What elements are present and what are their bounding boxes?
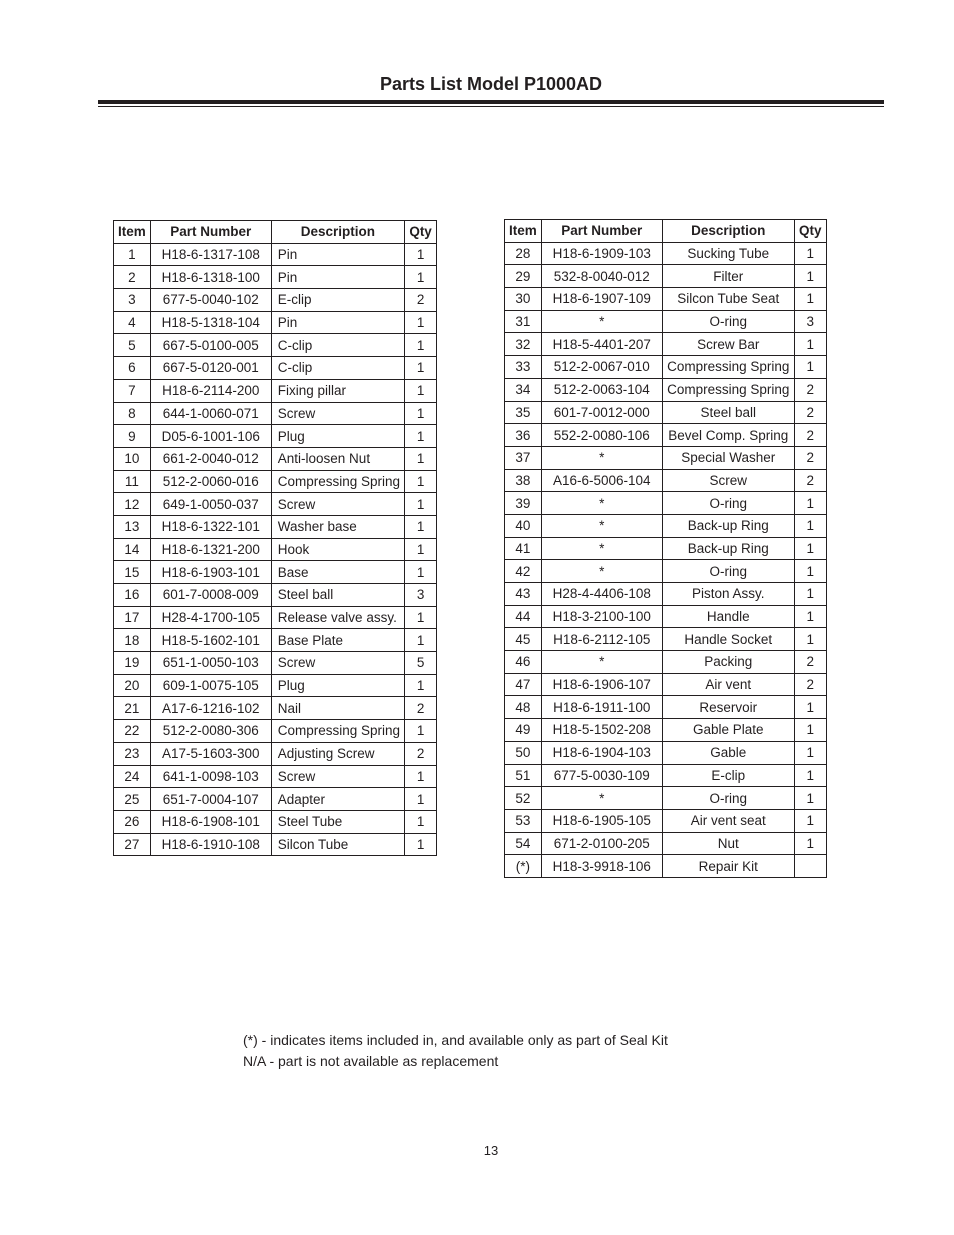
cell-description: Adapter bbox=[271, 788, 404, 811]
table-row bbox=[505, 560, 827, 583]
cell-item: 35 bbox=[505, 401, 542, 424]
cell-qty: 2 bbox=[794, 378, 826, 401]
cell-part-number: 667-5-0120-001 bbox=[150, 357, 271, 380]
cell-qty: 1 bbox=[405, 810, 437, 833]
cell-item: 32 bbox=[505, 333, 542, 356]
cell-qty: 1 bbox=[405, 674, 437, 697]
cell-description: Back-up Ring bbox=[662, 514, 794, 537]
table-row bbox=[505, 265, 827, 288]
cell-qty: 2 bbox=[405, 289, 437, 312]
col-header-description: Description bbox=[662, 220, 794, 243]
cell-qty: 5 bbox=[405, 652, 437, 675]
table-row bbox=[505, 333, 827, 356]
cell-part-number: 532-8-0040-012 bbox=[541, 265, 662, 288]
table-row bbox=[114, 515, 437, 538]
table-row bbox=[114, 334, 437, 357]
table-row bbox=[114, 606, 437, 629]
cell-item: 17 bbox=[114, 606, 151, 629]
cell-part-number: * bbox=[541, 651, 662, 674]
cell-description: Pin bbox=[271, 266, 404, 289]
cell-qty: 1 bbox=[405, 606, 437, 629]
cell-part-number: H18-6-1906-107 bbox=[541, 673, 662, 696]
table-row bbox=[114, 652, 437, 675]
table-row bbox=[114, 720, 437, 743]
cell-item: 28 bbox=[505, 242, 542, 265]
cell-item: 18 bbox=[114, 629, 151, 652]
parts-table-left-body bbox=[114, 243, 437, 856]
table-row bbox=[505, 605, 827, 628]
table-row bbox=[505, 514, 827, 537]
table-row bbox=[505, 469, 827, 492]
cell-item: 4 bbox=[114, 311, 151, 334]
cell-item: 31 bbox=[505, 310, 542, 333]
cell-part-number: 661-2-0040-012 bbox=[150, 447, 271, 470]
cell-part-number: D05-6-1001-106 bbox=[150, 425, 271, 448]
cell-description: Pin bbox=[271, 243, 404, 266]
table-row bbox=[114, 697, 437, 720]
cell-qty: 1 bbox=[405, 357, 437, 380]
cell-description: Base Plate bbox=[271, 629, 404, 652]
cell-part-number: 651-7-0004-107 bbox=[150, 788, 271, 811]
cell-description: Anti-loosen Nut bbox=[271, 447, 404, 470]
cell-qty: 1 bbox=[794, 242, 826, 265]
cell-part-number: H18-3-9918-106 bbox=[541, 855, 662, 878]
cell-qty: 1 bbox=[794, 628, 826, 651]
cell-qty: 1 bbox=[405, 833, 437, 856]
table-row bbox=[114, 357, 437, 380]
cell-part-number: 667-5-0100-005 bbox=[150, 334, 271, 357]
table-row bbox=[505, 787, 827, 810]
cell-qty: 1 bbox=[405, 266, 437, 289]
cell-description: Gable Plate bbox=[662, 719, 794, 742]
cell-qty: 1 bbox=[794, 583, 826, 606]
cell-qty: 2 bbox=[794, 424, 826, 447]
title-rule-thin bbox=[98, 106, 884, 107]
cell-description: Air vent bbox=[662, 673, 794, 696]
table-row bbox=[505, 673, 827, 696]
cell-item: 34 bbox=[505, 378, 542, 401]
cell-qty: 2 bbox=[794, 651, 826, 674]
table-header-row bbox=[505, 220, 827, 243]
cell-part-number: H18-5-1602-101 bbox=[150, 629, 271, 652]
cell-description: Pin bbox=[271, 311, 404, 334]
cell-description: Sucking Tube bbox=[662, 242, 794, 265]
table-row bbox=[505, 809, 827, 832]
table-row bbox=[505, 492, 827, 515]
cell-description: Packing bbox=[662, 651, 794, 674]
cell-item: 40 bbox=[505, 514, 542, 537]
cell-item: 33 bbox=[505, 356, 542, 379]
cell-qty: 1 bbox=[405, 425, 437, 448]
cell-item: 20 bbox=[114, 674, 151, 697]
cell-qty: 1 bbox=[405, 447, 437, 470]
cell-qty bbox=[794, 855, 826, 878]
cell-description: Filter bbox=[662, 265, 794, 288]
cell-description: Repair Kit bbox=[662, 855, 794, 878]
cell-part-number: H18-6-1904-103 bbox=[541, 741, 662, 764]
table-row bbox=[114, 561, 437, 584]
cell-qty: 1 bbox=[794, 288, 826, 311]
cell-item: 39 bbox=[505, 492, 542, 515]
cell-part-number: H18-6-2114-200 bbox=[150, 379, 271, 402]
cell-description: Silcon Tube bbox=[271, 833, 404, 856]
parts-table-left bbox=[113, 220, 437, 856]
cell-item: 10 bbox=[114, 447, 151, 470]
cell-item: 13 bbox=[114, 515, 151, 538]
table-row bbox=[114, 402, 437, 425]
footnotes bbox=[243, 1030, 668, 1072]
cell-description: Reservoir bbox=[662, 696, 794, 719]
cell-item: 45 bbox=[505, 628, 542, 651]
cell-part-number: H18-6-2112-105 bbox=[541, 628, 662, 651]
cell-item: 37 bbox=[505, 446, 542, 469]
cell-description: Handle bbox=[662, 605, 794, 628]
cell-item: 49 bbox=[505, 719, 542, 742]
cell-qty: 3 bbox=[405, 584, 437, 607]
table-row bbox=[505, 401, 827, 424]
page-title: Parts List Model P1000AD bbox=[379, 74, 603, 94]
cell-description: Fixing pillar bbox=[271, 379, 404, 402]
cell-part-number: * bbox=[541, 514, 662, 537]
cell-part-number: 651-1-0050-103 bbox=[150, 652, 271, 675]
col-header-item: Item bbox=[114, 221, 151, 244]
cell-qty: 1 bbox=[794, 764, 826, 787]
cell-part-number: H18-5-4401-207 bbox=[541, 333, 662, 356]
cell-qty: 1 bbox=[794, 492, 826, 515]
cell-qty: 1 bbox=[405, 515, 437, 538]
table-row bbox=[505, 696, 827, 719]
cell-part-number: * bbox=[541, 310, 662, 333]
cell-part-number: H18-6-1317-108 bbox=[150, 243, 271, 266]
cell-qty: 2 bbox=[405, 742, 437, 765]
cell-description: Compressing Spring bbox=[662, 378, 794, 401]
table-row bbox=[505, 242, 827, 265]
cell-description: Plug bbox=[271, 674, 404, 697]
cell-qty: 1 bbox=[794, 356, 826, 379]
cell-part-number: H18-6-1903-101 bbox=[150, 561, 271, 584]
cell-part-number: 677-5-0040-102 bbox=[150, 289, 271, 312]
cell-part-number: H18-6-1911-100 bbox=[541, 696, 662, 719]
col-header-description: Description bbox=[271, 221, 404, 244]
cell-description: Compressing Spring bbox=[271, 470, 404, 493]
cell-item: 24 bbox=[114, 765, 151, 788]
cell-qty: 1 bbox=[405, 788, 437, 811]
cell-qty: 3 bbox=[794, 310, 826, 333]
table-row bbox=[505, 537, 827, 560]
table-row bbox=[114, 493, 437, 516]
cell-part-number: H18-5-1318-104 bbox=[150, 311, 271, 334]
cell-item: 25 bbox=[114, 788, 151, 811]
table-row bbox=[114, 584, 437, 607]
table-row bbox=[505, 832, 827, 855]
table-row bbox=[114, 447, 437, 470]
footnote-seal-kit: (*) - indicates items included in, and available only as part of Seal Kit bbox=[243, 1032, 668, 1048]
table-row bbox=[114, 425, 437, 448]
cell-qty: 1 bbox=[405, 334, 437, 357]
cell-description: Screw bbox=[271, 402, 404, 425]
cell-item: 27 bbox=[114, 833, 151, 856]
cell-part-number: * bbox=[541, 446, 662, 469]
table-row bbox=[114, 674, 437, 697]
cell-description: Screw bbox=[662, 469, 794, 492]
table-row bbox=[114, 833, 437, 856]
cell-description: Screw bbox=[271, 765, 404, 788]
cell-description: O-ring bbox=[662, 492, 794, 515]
cell-part-number: H18-6-1907-109 bbox=[541, 288, 662, 311]
table-row bbox=[114, 629, 437, 652]
cell-qty: 1 bbox=[794, 537, 826, 560]
cell-description: Steel ball bbox=[271, 584, 404, 607]
cell-description: Steel Tube bbox=[271, 810, 404, 833]
cell-item: 14 bbox=[114, 538, 151, 561]
cell-qty: 1 bbox=[405, 379, 437, 402]
cell-item: 46 bbox=[505, 651, 542, 674]
cell-qty: 2 bbox=[794, 469, 826, 492]
cell-part-number: 601-7-0012-000 bbox=[541, 401, 662, 424]
cell-qty: 1 bbox=[405, 765, 437, 788]
table-row bbox=[114, 538, 437, 561]
cell-part-number: * bbox=[541, 560, 662, 583]
cell-item: 29 bbox=[505, 265, 542, 288]
footnote-na: N/A - part is not available as replacement bbox=[243, 1053, 499, 1069]
cell-part-number: 601-7-0008-009 bbox=[150, 584, 271, 607]
table-row bbox=[505, 378, 827, 401]
cell-part-number: * bbox=[541, 787, 662, 810]
cell-item: 6 bbox=[114, 357, 151, 380]
cell-qty: 1 bbox=[794, 741, 826, 764]
cell-description: Screw bbox=[271, 493, 404, 516]
cell-description: Nut bbox=[662, 832, 794, 855]
cell-item: 19 bbox=[114, 652, 151, 675]
cell-part-number: 512-2-0060-016 bbox=[150, 470, 271, 493]
cell-part-number: 649-1-0050-037 bbox=[150, 493, 271, 516]
cell-qty: 1 bbox=[405, 470, 437, 493]
cell-item: 30 bbox=[505, 288, 542, 311]
cell-part-number: 609-1-0075-105 bbox=[150, 674, 271, 697]
cell-item: 44 bbox=[505, 605, 542, 628]
table-row bbox=[114, 765, 437, 788]
cell-description: Compressing Spring bbox=[271, 720, 404, 743]
parts-table-right bbox=[504, 219, 827, 878]
cell-item: 50 bbox=[505, 741, 542, 764]
table-row bbox=[114, 266, 437, 289]
page-number: 13 bbox=[483, 1143, 499, 1158]
cell-item: 9 bbox=[114, 425, 151, 448]
cell-part-number: 512-2-0063-104 bbox=[541, 378, 662, 401]
cell-part-number: 641-1-0098-103 bbox=[150, 765, 271, 788]
col-header-qty: Qty bbox=[794, 220, 826, 243]
table-row bbox=[505, 741, 827, 764]
cell-item: 12 bbox=[114, 493, 151, 516]
cell-item: 47 bbox=[505, 673, 542, 696]
cell-part-number: H18-5-1502-208 bbox=[541, 719, 662, 742]
table-row bbox=[114, 379, 437, 402]
cell-description: Piston Assy. bbox=[662, 583, 794, 606]
cell-part-number: H18-6-1322-101 bbox=[150, 515, 271, 538]
cell-item: 54 bbox=[505, 832, 542, 855]
title-rule-thick bbox=[98, 100, 884, 104]
table-row bbox=[505, 446, 827, 469]
cell-qty: 2 bbox=[794, 401, 826, 424]
cell-description: Handle Socket bbox=[662, 628, 794, 651]
cell-item: 15 bbox=[114, 561, 151, 584]
cell-item: 26 bbox=[114, 810, 151, 833]
cell-item: 23 bbox=[114, 742, 151, 765]
cell-part-number: * bbox=[541, 537, 662, 560]
cell-item: 5 bbox=[114, 334, 151, 357]
cell-part-number: H18-6-1905-105 bbox=[541, 809, 662, 832]
cell-qty: 1 bbox=[794, 719, 826, 742]
cell-item: 43 bbox=[505, 583, 542, 606]
table-row bbox=[505, 651, 827, 674]
cell-description: Adjusting Screw bbox=[271, 742, 404, 765]
cell-description: Base bbox=[271, 561, 404, 584]
table-row bbox=[505, 583, 827, 606]
cell-item: 48 bbox=[505, 696, 542, 719]
cell-qty: 1 bbox=[794, 514, 826, 537]
table-row bbox=[505, 356, 827, 379]
cell-description: Release valve assy. bbox=[271, 606, 404, 629]
cell-part-number: H18-6-1910-108 bbox=[150, 833, 271, 856]
cell-qty: 1 bbox=[794, 809, 826, 832]
cell-description: Washer base bbox=[271, 515, 404, 538]
table-row bbox=[114, 788, 437, 811]
cell-item: 2 bbox=[114, 266, 151, 289]
cell-description: Nail bbox=[271, 697, 404, 720]
cell-qty: 1 bbox=[794, 605, 826, 628]
cell-qty: 1 bbox=[405, 538, 437, 561]
cell-description: Compressing Spring bbox=[662, 356, 794, 379]
table-row bbox=[114, 289, 437, 312]
cell-description: Silcon Tube Seat bbox=[662, 288, 794, 311]
cell-qty: 2 bbox=[794, 446, 826, 469]
table-row bbox=[114, 243, 437, 266]
cell-qty: 1 bbox=[405, 493, 437, 516]
table-row bbox=[114, 742, 437, 765]
table-row bbox=[505, 310, 827, 333]
cell-item: 3 bbox=[114, 289, 151, 312]
cell-description: O-ring bbox=[662, 560, 794, 583]
cell-item: 42 bbox=[505, 560, 542, 583]
cell-description: O-ring bbox=[662, 310, 794, 333]
cell-part-number: 677-5-0030-109 bbox=[541, 764, 662, 787]
cell-qty: 1 bbox=[794, 832, 826, 855]
cell-item: 7 bbox=[114, 379, 151, 402]
cell-part-number: H18-6-1318-100 bbox=[150, 266, 271, 289]
table-header-row bbox=[114, 221, 437, 244]
cell-item: 8 bbox=[114, 402, 151, 425]
cell-description: Screw Bar bbox=[662, 333, 794, 356]
cell-qty: 2 bbox=[405, 697, 437, 720]
cell-description: E-clip bbox=[271, 289, 404, 312]
table-row bbox=[505, 424, 827, 447]
cell-item: 11 bbox=[114, 470, 151, 493]
cell-qty: 1 bbox=[794, 265, 826, 288]
cell-description: Gable bbox=[662, 741, 794, 764]
table-row bbox=[505, 288, 827, 311]
cell-qty: 1 bbox=[405, 561, 437, 584]
cell-part-number: H18-3-2100-100 bbox=[541, 605, 662, 628]
cell-part-number: H18-6-1909-103 bbox=[541, 242, 662, 265]
col-header-qty: Qty bbox=[405, 221, 437, 244]
cell-description: C-clip bbox=[271, 357, 404, 380]
cell-qty: 1 bbox=[405, 720, 437, 743]
cell-part-number: 512-2-0067-010 bbox=[541, 356, 662, 379]
col-header-part-number: Part Number bbox=[541, 220, 662, 243]
cell-item: 22 bbox=[114, 720, 151, 743]
cell-qty: 2 bbox=[794, 673, 826, 696]
cell-description: Special Washer bbox=[662, 446, 794, 469]
cell-part-number: A17-5-1603-300 bbox=[150, 742, 271, 765]
cell-part-number: H18-6-1321-200 bbox=[150, 538, 271, 561]
table-row bbox=[114, 810, 437, 833]
cell-part-number: A16-6-5006-104 bbox=[541, 469, 662, 492]
cell-qty: 1 bbox=[794, 787, 826, 810]
table-row bbox=[505, 855, 827, 878]
cell-description: Steel ball bbox=[662, 401, 794, 424]
cell-qty: 1 bbox=[405, 402, 437, 425]
parts-table-right-body bbox=[505, 242, 827, 877]
table-row bbox=[114, 470, 437, 493]
cell-qty: 1 bbox=[405, 311, 437, 334]
cell-item: 51 bbox=[505, 764, 542, 787]
table-row bbox=[114, 311, 437, 334]
cell-item: 36 bbox=[505, 424, 542, 447]
cell-qty: 1 bbox=[405, 629, 437, 652]
cell-description: Plug bbox=[271, 425, 404, 448]
cell-qty: 1 bbox=[794, 696, 826, 719]
cell-item: 38 bbox=[505, 469, 542, 492]
cell-description: Hook bbox=[271, 538, 404, 561]
cell-item: 16 bbox=[114, 584, 151, 607]
cell-item: 52 bbox=[505, 787, 542, 810]
cell-qty: 1 bbox=[794, 333, 826, 356]
cell-part-number: 552-2-0080-106 bbox=[541, 424, 662, 447]
cell-part-number: 644-1-0060-071 bbox=[150, 402, 271, 425]
col-header-part-number: Part Number bbox=[150, 221, 271, 244]
col-header-item: Item bbox=[505, 220, 542, 243]
cell-description: Air vent seat bbox=[662, 809, 794, 832]
cell-description: C-clip bbox=[271, 334, 404, 357]
cell-description: Back-up Ring bbox=[662, 537, 794, 560]
cell-part-number: 671-2-0100-205 bbox=[541, 832, 662, 855]
cell-item: 53 bbox=[505, 809, 542, 832]
cell-part-number: H28-4-4406-108 bbox=[541, 583, 662, 606]
table-row bbox=[505, 764, 827, 787]
cell-part-number: H28-4-1700-105 bbox=[150, 606, 271, 629]
cell-part-number: * bbox=[541, 492, 662, 515]
cell-qty: 1 bbox=[405, 243, 437, 266]
cell-description: Screw bbox=[271, 652, 404, 675]
cell-part-number: A17-6-1216-102 bbox=[150, 697, 271, 720]
cell-item: 41 bbox=[505, 537, 542, 560]
cell-description: E-clip bbox=[662, 764, 794, 787]
cell-description: O-ring bbox=[662, 787, 794, 810]
table-row bbox=[505, 719, 827, 742]
cell-item: 21 bbox=[114, 697, 151, 720]
cell-description: Bevel Comp. Spring bbox=[662, 424, 794, 447]
table-row bbox=[505, 628, 827, 651]
cell-item: 1 bbox=[114, 243, 151, 266]
cell-item: (*) bbox=[505, 855, 542, 878]
cell-part-number: 512-2-0080-306 bbox=[150, 720, 271, 743]
cell-qty: 1 bbox=[794, 560, 826, 583]
cell-part-number: H18-6-1908-101 bbox=[150, 810, 271, 833]
